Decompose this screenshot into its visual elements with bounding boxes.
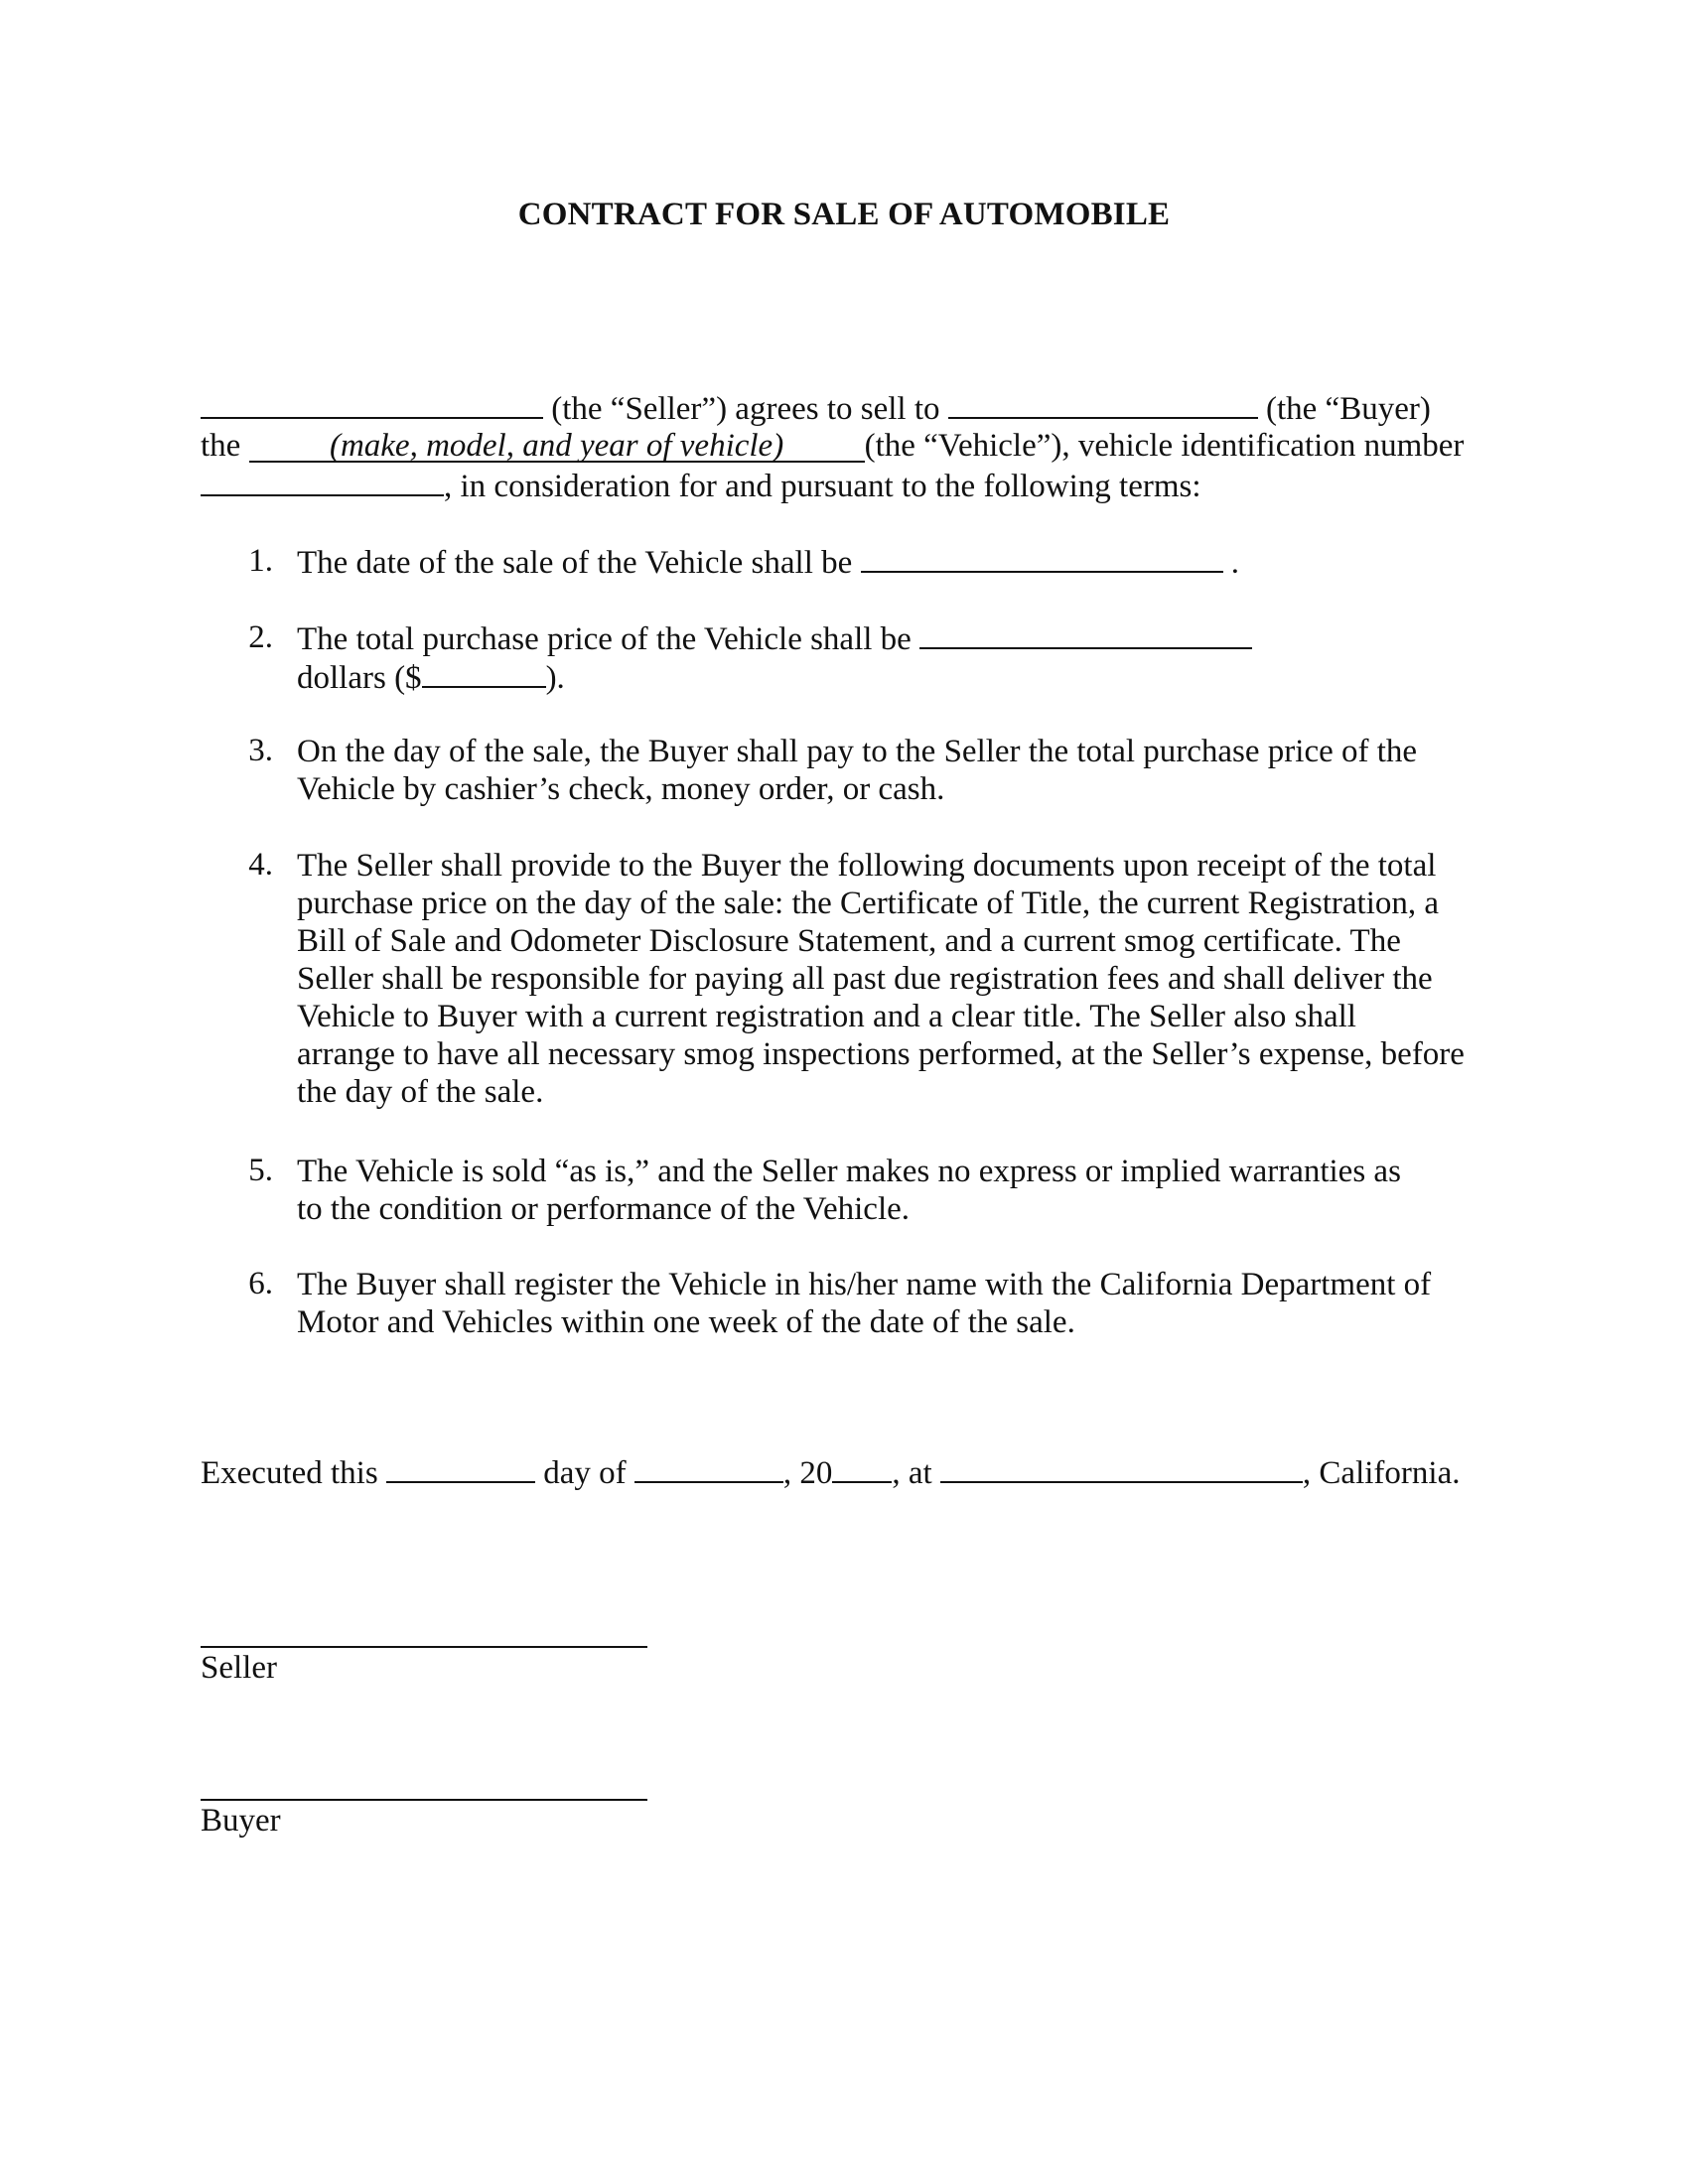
term-6-line: Motor and Vehicles within one week of the date of the sale.: [297, 1304, 1075, 1340]
term-2-text: The total purchase price of the Vehicle shall be: [297, 621, 912, 657]
term-4-line: The Seller shall provide to the Buyer the following documents upon receipt of the total: [297, 848, 1437, 884]
term-5-number: 5.: [248, 1153, 273, 1188]
document-title: CONTRACT FOR SALE OF AUTOMOBILE: [517, 197, 1171, 232]
comma-20-text: , 20: [782, 1455, 833, 1491]
execution-year-blank[interactable]: [832, 1453, 892, 1483]
term-3-line: Vehicle by cashier’s check, money order, or cash.: [297, 771, 945, 807]
term-5-line: to the condition or performance of the Vehicle.: [297, 1191, 911, 1227]
term-1-number: 1.: [248, 543, 273, 579]
execution-day-blank[interactable]: [386, 1453, 535, 1483]
term-4-number: 4.: [248, 847, 273, 883]
term-6-number: 6.: [248, 1266, 273, 1301]
day-of-text: day of: [543, 1455, 627, 1491]
term-1-text: The date of the sale of the Vehicle shall be: [297, 545, 853, 581]
california-text: , California.: [1302, 1455, 1461, 1491]
price-words-blank[interactable]: [919, 619, 1252, 649]
term-5-line: The Vehicle is sold “as is,” and the Seller makes no express or implied warranties as: [297, 1154, 1401, 1189]
intro-line-3: [201, 467, 1201, 505]
term-4-line: purchase price on the day of the sale: the Certificate of Title, the current Registration, a: [297, 886, 1440, 921]
term-2-number: 2.: [248, 619, 273, 655]
vehicle-ref-text: (the “Vehicle”), vehicle identification number: [864, 428, 1465, 464]
seller-ref-text: (the “Seller”) agrees to sell to: [551, 391, 940, 427]
term-2-dollars-text: dollars ($: [297, 660, 422, 696]
seller-name-blank[interactable]: [201, 389, 543, 419]
vin-blank[interactable]: [201, 467, 444, 496]
term-4-line: Seller shall be responsible for paying all past due registration fees and shall deliver the: [297, 961, 1433, 997]
term-3-number: 3.: [248, 733, 273, 768]
buyer-name-blank[interactable]: [948, 389, 1258, 419]
execution-month-blank[interactable]: [634, 1453, 783, 1483]
intro-line-2: [201, 427, 1464, 465]
term-6-line: The Buyer shall register the Vehicle in his/her name with the California Department of: [297, 1267, 1432, 1302]
buyer-signature-label: Buyer: [201, 1803, 281, 1839]
buyer-ref-text: (the “Buyer): [1266, 391, 1431, 427]
term-3-line: On the day of the sale, the Buyer shall pay to the Seller the total purchase price of the: [297, 734, 1418, 769]
price-amount-blank[interactable]: [422, 658, 546, 688]
consideration-text: , in consideration for and pursuant to the following terms:: [444, 469, 1201, 504]
buyer-signature-line[interactable]: [201, 1799, 647, 1801]
term-4-line: the day of the sale.: [297, 1074, 544, 1110]
term-2-close: ).: [545, 660, 565, 696]
term-4-line: arrange to have all necessary smog inspections performed, at the Seller’s expense, before: [297, 1036, 1465, 1072]
execution-city-blank[interactable]: [940, 1453, 1303, 1483]
sale-date-blank[interactable]: [861, 543, 1223, 573]
term-1-period: .: [1230, 545, 1240, 581]
term-4-line: Bill of Sale and Odometer Disclosure Statement, and a current smog certificate. The: [297, 923, 1401, 959]
term-4-line: Vehicle to Buyer with a current registration and a clear title. The Seller also shall: [297, 999, 1356, 1034]
executed-this-text: Executed this: [201, 1455, 378, 1491]
comma-at-text: , at: [892, 1455, 932, 1491]
vehicle-description-field[interactable]: (make, model, and year of vehicle): [249, 431, 865, 463]
seller-signature-label: Seller: [201, 1650, 277, 1686]
seller-signature-line[interactable]: [201, 1646, 647, 1648]
execution-line: [201, 1453, 1460, 1492]
intro-line-1: [201, 389, 1431, 428]
the-text: the: [201, 428, 241, 464]
